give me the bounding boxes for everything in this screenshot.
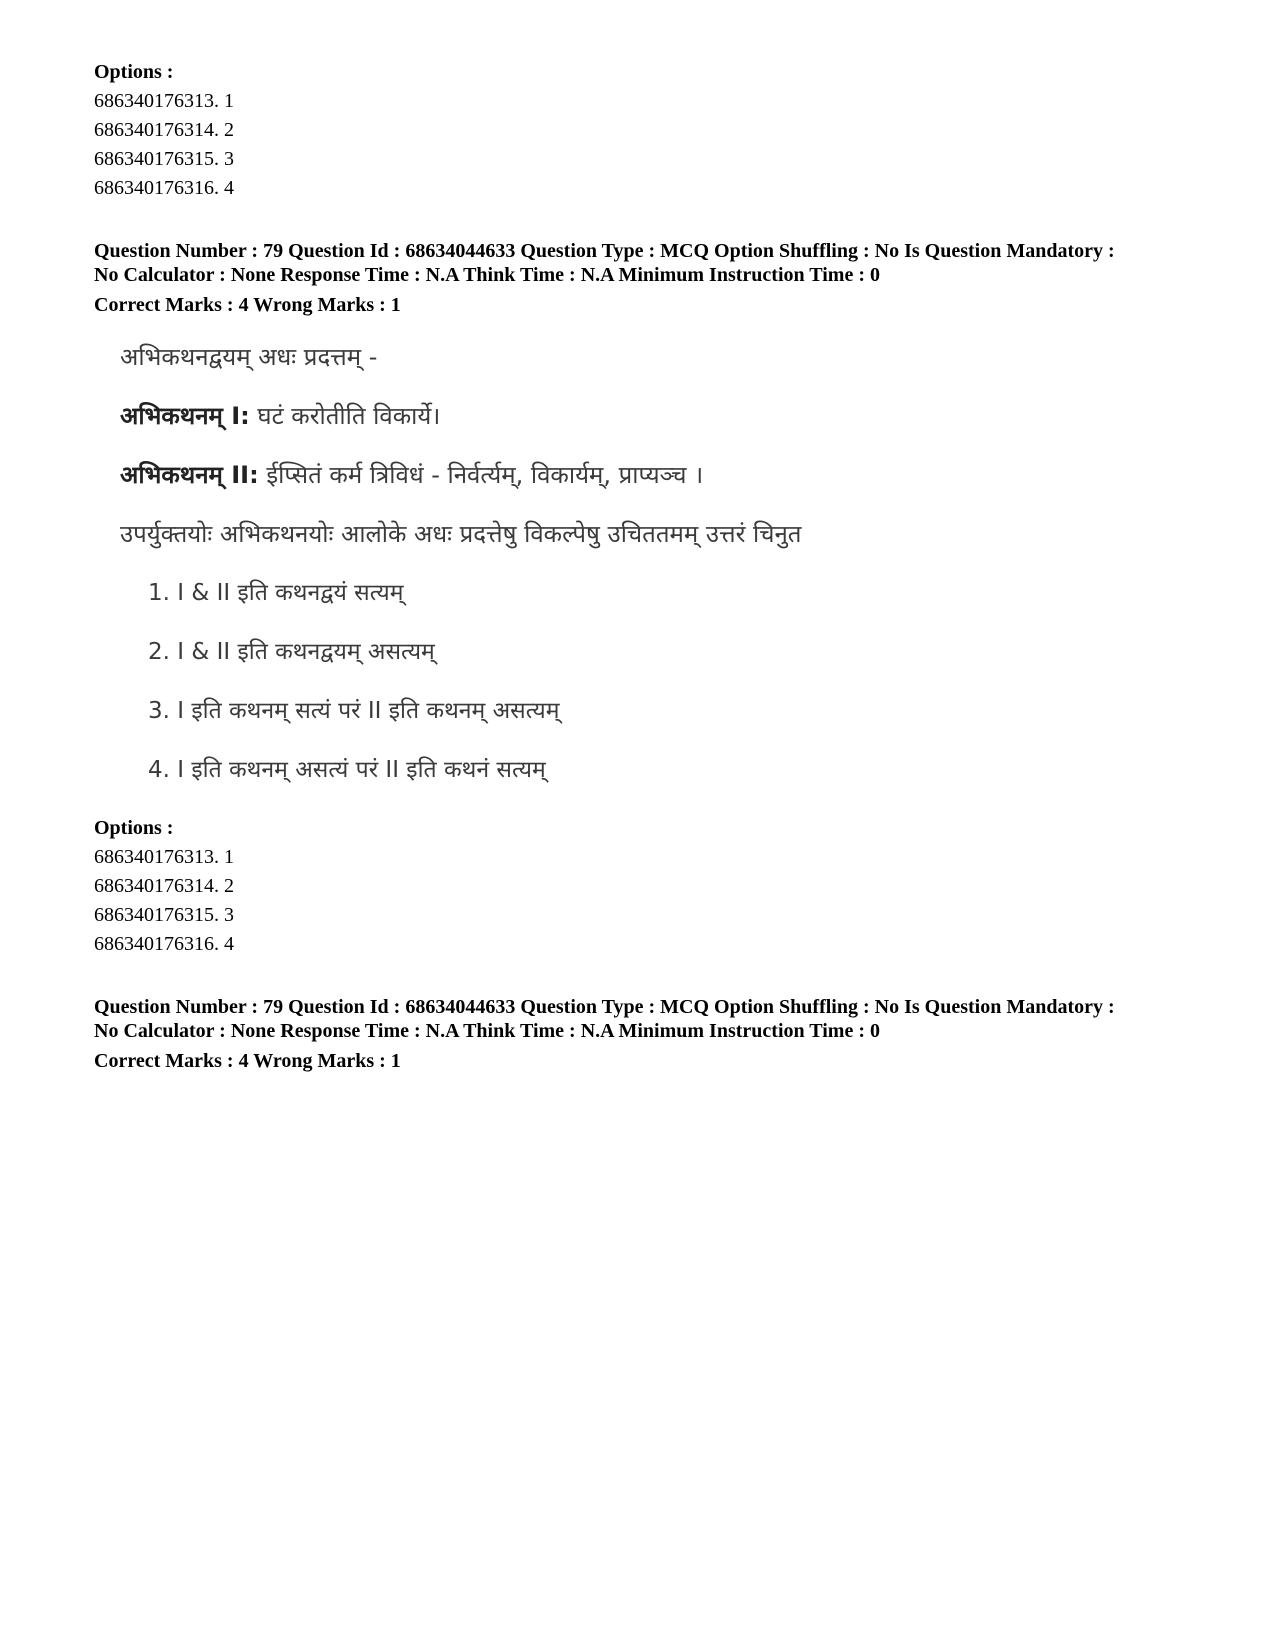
answer-choice-3: 3. I इति कथनम् सत्यं परं II इति कथनम् असत्यम् — [148, 698, 560, 724]
answer-choice-2: 2. I & II इति कथनद्वयम् असत्यम् — [148, 639, 435, 665]
question-marks: Correct Marks : 4 Wrong Marks : 1 — [94, 294, 401, 316]
option-item: 686340176313. 1 — [94, 90, 234, 112]
statement-1-text: घटं करोतीति विकार्ये। — [249, 402, 441, 430]
options-heading: Options : — [94, 817, 174, 839]
top-options-block — [94, 58, 1194, 203]
option-item: 686340176315. 3 — [94, 148, 234, 170]
document-page — [94, 58, 1194, 1076]
question-meta-line-1: Question Number : 79 Question Id : 68634044633 Question Type : MCQ Option Shuffling : No Is Question Mandatory : — [94, 240, 1115, 262]
statement-2-label: अभिकथनम् II: — [120, 461, 259, 489]
next-question-meta — [94, 995, 1194, 1076]
option-item: 686340176316. 4 — [94, 177, 234, 199]
next-question-meta-line-1: Question Number : 79 Question Id : 68634044633 Question Type : MCQ Option Shuffling : No Is Question Mandatory : — [94, 996, 1115, 1018]
next-question-marks: Correct Marks : 4 Wrong Marks : 1 — [94, 1050, 401, 1072]
answer-choice-4: 4. I इति कथनम् असत्यं परं II इति कथनं सत्यम् — [148, 757, 546, 783]
option-item: 686340176314. 2 — [94, 875, 234, 897]
bottom-options-block — [94, 814, 1194, 959]
statement-1-label: अभिकथनम् I: — [120, 402, 250, 430]
question-instruction: उपर्युक्तयोः अभिकथनयोः आलोके अधः प्रदत्तेषु विकल्पेषु उचिततमम् उत्तरं चिनुत — [120, 520, 802, 548]
options-heading: Options : — [94, 61, 174, 83]
question-intro: अभिकथनद्वयम् अधः प्रदत्तम् - — [120, 343, 378, 371]
statement-1 — [120, 387, 1194, 446]
option-item: 686340176315. 3 — [94, 904, 234, 926]
question-meta-line-2: No Calculator : None Response Time : N.A Think Time : N.A Minimum Instruction Time : 0 — [94, 264, 880, 286]
next-question-meta-line-2: No Calculator : None Response Time : N.A Think Time : N.A Minimum Instruction Time : 0 — [94, 1020, 880, 1042]
statement-2-text: ईप्सितं कर्म त्रिविधं - निर्वर्त्यम्, विकार्यम्, प्राप्यञ्च । — [258, 461, 704, 489]
answer-choice-1: 1. I & II इति कथनद्वयं सत्यम् — [148, 580, 404, 606]
question-body — [120, 328, 1194, 800]
option-item: 686340176313. 1 — [94, 846, 234, 868]
statement-2 — [120, 446, 1194, 505]
option-item: 686340176314. 2 — [94, 119, 234, 141]
question-meta — [94, 239, 1194, 320]
option-item: 686340176316. 4 — [94, 933, 234, 955]
